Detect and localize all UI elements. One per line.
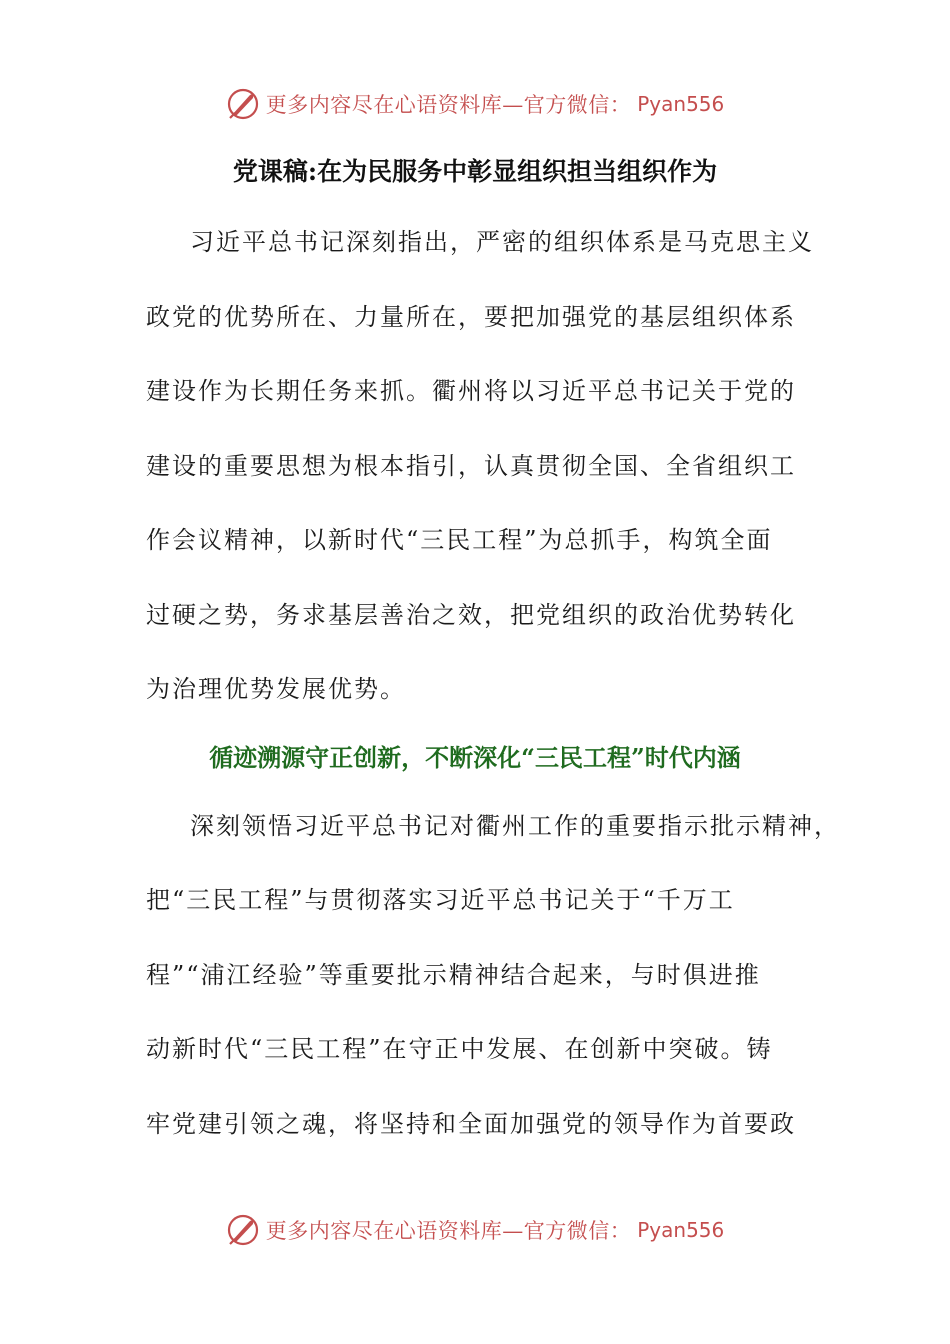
paragraph-line: 习近平总书记深刻指出，严密的组织体系是马克思主义	[190, 228, 814, 256]
paragraph-line: 建设的重要思想为根本指引，认真贯彻全国、全省组织工	[146, 452, 796, 480]
quill-pen-circle-icon	[226, 1213, 260, 1247]
paragraph-line: 深刻领悟习近平总书记对衢州工作的重要指示批示精神，	[190, 812, 840, 840]
paragraph-line: 把“三民工程”与贯彻落实习近平总书记关于“千万工	[146, 886, 735, 914]
watermark-text: 更多内容尽在心语资料库—官方微信：	[265, 93, 632, 117]
paragraph-line: 建设作为长期任务来抓。衢州将以习近平总书记关于党的	[146, 377, 796, 405]
watermark-text: 更多内容尽在心语资料库—官方微信：	[265, 1219, 632, 1243]
paragraph-line: 为治理优势发展优势。	[146, 675, 406, 703]
paragraph-line: 动新时代“三民工程”在守正中发展、在创新中突破。铸	[146, 1035, 773, 1063]
watermark-contact: Pyan556	[637, 92, 725, 116]
document-title: 党课稿:在为民服务中彰显组织担当组织作为	[232, 157, 718, 186]
quill-pen-circle-icon	[226, 87, 260, 121]
watermark-footer	[0, 1210, 950, 1250]
paragraph-line: 政党的优势所在、力量所在，要把加强党的基层组织体系	[146, 303, 796, 331]
watermark-contact: Pyan556	[637, 1218, 725, 1242]
paragraph-line: 作会议精神，以新时代“三民工程”为总抓手，构筑全面	[146, 526, 773, 554]
paragraph-line: 过硬之势，务求基层善治之效，把党组织的政治优势转化	[146, 601, 796, 629]
paragraph-line: 牢党建引领之魂，将坚持和全面加强党的领导作为首要政	[146, 1110, 796, 1138]
paragraph-line: 程”“浦江经验”等重要批示精神结合起来，与时俱进推	[146, 961, 761, 989]
section-heading: 循迹溯源守正创新，不断深化“三民工程”时代内涵	[209, 743, 741, 772]
watermark-header	[0, 84, 950, 124]
